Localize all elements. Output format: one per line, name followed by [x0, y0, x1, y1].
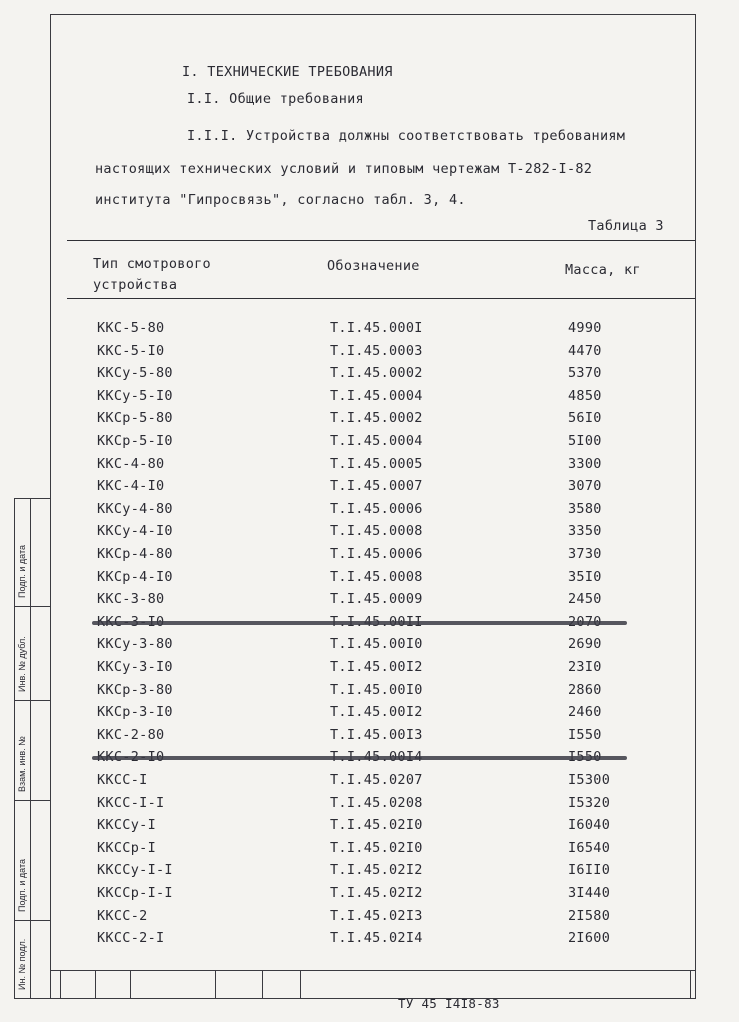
- frame-border-bottom: [14, 998, 696, 999]
- row-type: ККС-5-I0: [97, 342, 165, 359]
- row-mass: 5I00: [568, 433, 602, 449]
- row-mass: 3730: [568, 546, 602, 562]
- title-block-cell: [300, 970, 301, 998]
- row-mass: 56I0: [568, 410, 602, 427]
- row-designation: Т.I.45.0006: [330, 500, 423, 517]
- row-designation: Т.I.45.0004: [330, 387, 423, 404]
- header-designation: Обозначение: [327, 258, 420, 274]
- row-type: ККСу-4-80: [97, 500, 173, 517]
- row-mass: I550: [568, 726, 602, 743]
- row-designation: Т.I.45.0006: [330, 546, 423, 562]
- table-caption: Таблица 3: [588, 218, 664, 234]
- row-type: ККСр-3-I0: [97, 704, 173, 721]
- row-designation: Т.I.45.0004: [330, 433, 423, 449]
- row-type: ККСр-5-80: [97, 410, 173, 427]
- row-type: ККС-5-80: [97, 320, 165, 336]
- paragraph-line-2: настоящих технических условий и типовым чертежам Т-282-I-82: [95, 161, 593, 177]
- row-type: ККСу-5-I0: [97, 387, 173, 404]
- row-mass: I6II0: [568, 862, 611, 879]
- row-type: ККСр-3-80: [97, 681, 173, 698]
- row-designation: Т.I.45.0002: [330, 410, 423, 427]
- row-designation: Т.I.45.02I2: [330, 862, 423, 879]
- row-type: ККС-2-80: [97, 726, 165, 743]
- row-type: ККСр-4-80: [97, 546, 173, 562]
- row-mass: I5320: [568, 794, 611, 811]
- frame-border-right: [695, 14, 696, 999]
- row-mass: 2860: [568, 681, 602, 698]
- row-designation: Т.I.45.02I4: [330, 930, 423, 947]
- side-stamp-label: Ин. № подл.: [17, 938, 27, 990]
- subsection-title: I.I. Общие требования: [187, 91, 364, 107]
- row-designation: Т.I.45.0207: [330, 772, 423, 788]
- row-mass: 35I0: [568, 568, 602, 585]
- row-mass: 4470: [568, 342, 602, 359]
- row-mass: 3580: [568, 500, 602, 517]
- row-type: ККССу-I-I: [97, 862, 173, 879]
- row-mass: 2I600: [568, 930, 611, 947]
- table-top-rule: [67, 240, 695, 241]
- footer-code: ТУ 45 I4I8-83: [398, 996, 500, 1011]
- row-designation: Т.I.45.02I0: [330, 839, 423, 856]
- row-mass: 2460: [568, 704, 602, 721]
- section-title: I. ТЕХНИЧЕСКИЕ ТРЕБОВАНИЯ: [182, 64, 393, 80]
- row-mass: I6040: [568, 817, 611, 834]
- row-type: ККС-4-I0: [97, 478, 165, 495]
- row-type: ККСС-I-I: [97, 794, 165, 811]
- row-designation: Т.I.45.000I: [330, 320, 423, 336]
- row-type: ККСС-2-I: [97, 930, 165, 947]
- row-designation: Т.I.45.0007: [330, 478, 423, 495]
- row-designation: Т.I.45.00I3: [330, 726, 423, 743]
- row-designation: Т.I.45.02I3: [330, 907, 423, 924]
- title-block-cell: [690, 970, 691, 998]
- row-type: ККС-3-80: [97, 591, 165, 608]
- row-designation: Т.I.45.00I2: [330, 659, 423, 675]
- header-mass: Масса, кг: [565, 262, 641, 278]
- title-block-cell: [95, 970, 96, 998]
- row-designation: Т.I.45.00I0: [330, 636, 423, 653]
- side-stamp-label: Подп. и дата: [17, 858, 27, 912]
- table-header-rule: [67, 298, 695, 299]
- side-stamp-label: Подп. и дата: [17, 544, 27, 598]
- row-type: ККССр-I: [97, 839, 156, 856]
- row-designation: Т.I.45.02I0: [330, 817, 423, 834]
- row-designation: Т.I.45.0005: [330, 455, 423, 472]
- row-designation: Т.I.45.0009: [330, 591, 423, 608]
- row-type: ККСр-5-I0: [97, 433, 173, 449]
- side-stamp-label: Взам. инв. №: [17, 736, 27, 792]
- paragraph-line-3: института "Гипросвязь", согласно табл. 3, 4.: [95, 192, 466, 208]
- title-block-cell: [130, 970, 131, 998]
- row-type: ККССу-I: [97, 817, 156, 834]
- row-mass: 2450: [568, 591, 602, 608]
- row-mass: 4990: [568, 320, 602, 336]
- row-type: ККС-4-80: [97, 455, 165, 472]
- row-mass: 5370: [568, 365, 602, 382]
- row-designation: Т.I.45.0008: [330, 568, 423, 585]
- header-type-line1: Тип смотрового: [93, 256, 211, 272]
- strikethrough-mark: [92, 621, 627, 625]
- row-mass: 3350: [568, 523, 602, 540]
- row-mass: 4850: [568, 387, 602, 404]
- row-designation: Т.I.45.0208: [330, 794, 423, 811]
- row-designation: Т.I.45.0008: [330, 523, 423, 540]
- header-type-line2: устройства: [93, 277, 178, 293]
- row-mass: 2690: [568, 636, 602, 653]
- paragraph-line-1: I.I.I. Устройства должны соответствовать требованиям: [187, 128, 626, 144]
- row-mass: 23I0: [568, 659, 602, 675]
- frame-border-top: [50, 14, 696, 15]
- row-type: ККСу-3-80: [97, 636, 173, 653]
- row-designation: Т.I.45.0003: [330, 342, 423, 359]
- row-mass: 3I440: [568, 885, 611, 901]
- side-stamp-label: Инв. № дубл.: [17, 636, 27, 692]
- row-type: ККСр-4-I0: [97, 568, 173, 585]
- row-mass: 3070: [568, 478, 602, 495]
- title-block-cell: [60, 970, 61, 998]
- row-designation: Т.I.45.00I2: [330, 704, 423, 721]
- row-designation: Т.I.45.02I2: [330, 885, 423, 901]
- row-type: ККСу-5-80: [97, 365, 173, 382]
- row-designation: Т.I.45.0002: [330, 365, 423, 382]
- row-mass: I5300: [568, 772, 611, 788]
- title-block-top: [50, 970, 696, 971]
- strikethrough-mark: [92, 756, 627, 760]
- row-type: ККСу-4-I0: [97, 523, 173, 540]
- title-block-cell: [215, 970, 216, 998]
- row-mass: 2I580: [568, 907, 611, 924]
- row-type: ККССр-I-I: [97, 885, 173, 901]
- row-mass: 3300: [568, 455, 602, 472]
- row-type: ККСС-I: [97, 772, 148, 788]
- title-block-cell: [262, 970, 263, 998]
- row-mass: I6540: [568, 839, 611, 856]
- row-type: ККСу-3-I0: [97, 659, 173, 675]
- row-designation: Т.I.45.00I0: [330, 681, 423, 698]
- row-type: ККСС-2: [97, 907, 148, 924]
